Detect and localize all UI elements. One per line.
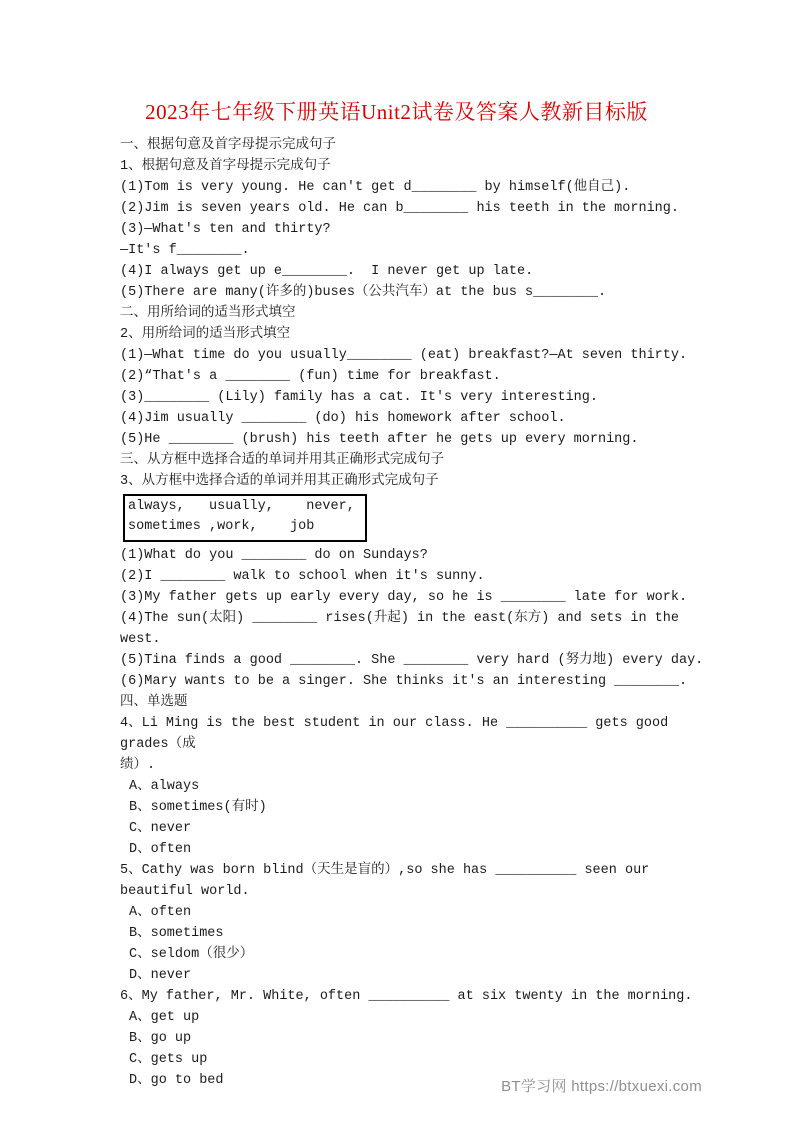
document-line: 一、根据句意及首字母提示完成句子: [120, 138, 336, 153]
document-line: (2)“That's a ________ (fun) time for breakfast.: [120, 369, 501, 384]
document-line: B、go up: [129, 1031, 192, 1046]
word-choice-box-wrap: [120, 494, 713, 542]
document-line: B、sometimes(有时): [129, 800, 267, 815]
document-line: (1)Tom is very young. He can't get d________ by himself(他自己).: [120, 180, 631, 195]
document-line: D、go to bed: [129, 1073, 224, 1088]
document-line: (6)Mary wants to be a singer. She thinks it's an interesting ________.: [120, 674, 688, 689]
document-line: (5)There are many(许多的)buses（公共汽车）at the bus s________.: [120, 285, 607, 300]
document-line: D、never: [129, 968, 192, 983]
document-line: (5)He ________ (brush) his teeth after he gets up every morning.: [120, 432, 639, 447]
document-line: 四、单选题: [120, 695, 188, 710]
document-line: (2)Jim is seven years old. He can b________ his teeth in the morning.: [120, 201, 679, 216]
document-line: (5)Tina finds a good ________. She ________ very hard (努力地) every day.: [120, 653, 704, 668]
document-line: A、always: [129, 779, 200, 794]
document-line: 4、Li Ming is the best student in our class. He __________ gets good grades（成: [120, 716, 677, 752]
word-box-line: always, usually, never,: [128, 499, 355, 514]
document-line: 1、根据句意及首字母提示完成句子: [120, 159, 331, 174]
document-line: (3)My father gets up early every day, so he is ________ late for work.: [120, 590, 688, 605]
document-line: B、sometimes: [129, 926, 224, 941]
footer-watermark: BT学习网 https://btxuexi.com: [501, 1078, 702, 1095]
document-line: A、often: [129, 905, 192, 920]
document-line: (1)What do you ________ do on Sundays?: [120, 548, 428, 563]
document-line: D、often: [129, 842, 192, 857]
document-line: (4)I always get up e________. I never get up late.: [120, 264, 534, 279]
document-line: 二、用所给词的适当形式填空: [120, 306, 296, 321]
word-box-line: sometimes ,work, job: [128, 519, 315, 534]
document-line: 绩）.: [120, 758, 156, 773]
document-line: (1)—What time do you usually________ (eat) breakfast?—At seven thirty.: [120, 348, 688, 363]
document-line: (2)I ________ walk to school when it's sunny.: [120, 569, 485, 584]
document-line: A、get up: [129, 1010, 200, 1025]
document-line: 5、Cathy was born blind（天生是盲的）,so she has __________ seen our beautiful world.: [120, 863, 658, 899]
document-line: —It's f________.: [120, 243, 250, 258]
document-line: (3)________ (Lily) family has a cat. It's very interesting.: [120, 390, 598, 405]
document-body: [0, 135, 793, 1091]
document-title: 2023年七年级下册英语Unit2试卷及答案人教新目标版: [145, 100, 648, 124]
document-line: C、seldom（很少）: [129, 947, 254, 962]
document-line: (3)—What's ten and thirty?: [120, 222, 331, 237]
document-line: (4)Jim usually ________ (do) his homework after school.: [120, 411, 566, 426]
document-line: 6、My father, Mr. White, often __________ at six twenty in the morning.: [120, 989, 693, 1004]
document-line: C、never: [129, 821, 192, 836]
document-line: 2、用所给词的适当形式填空: [120, 327, 291, 342]
word-choice-box: [123, 494, 367, 542]
document-line: (4)The sun(太阳) ________ rises(升起) in the east(东方) and sets in the west.: [120, 611, 688, 647]
document-line: 三、从方框中选择合适的单词并用其正确形式完成句子: [120, 453, 444, 468]
document-line: 3、从方框中选择合适的单词并用其正确形式完成句子: [120, 474, 439, 489]
document-line: C、gets up: [129, 1052, 208, 1067]
